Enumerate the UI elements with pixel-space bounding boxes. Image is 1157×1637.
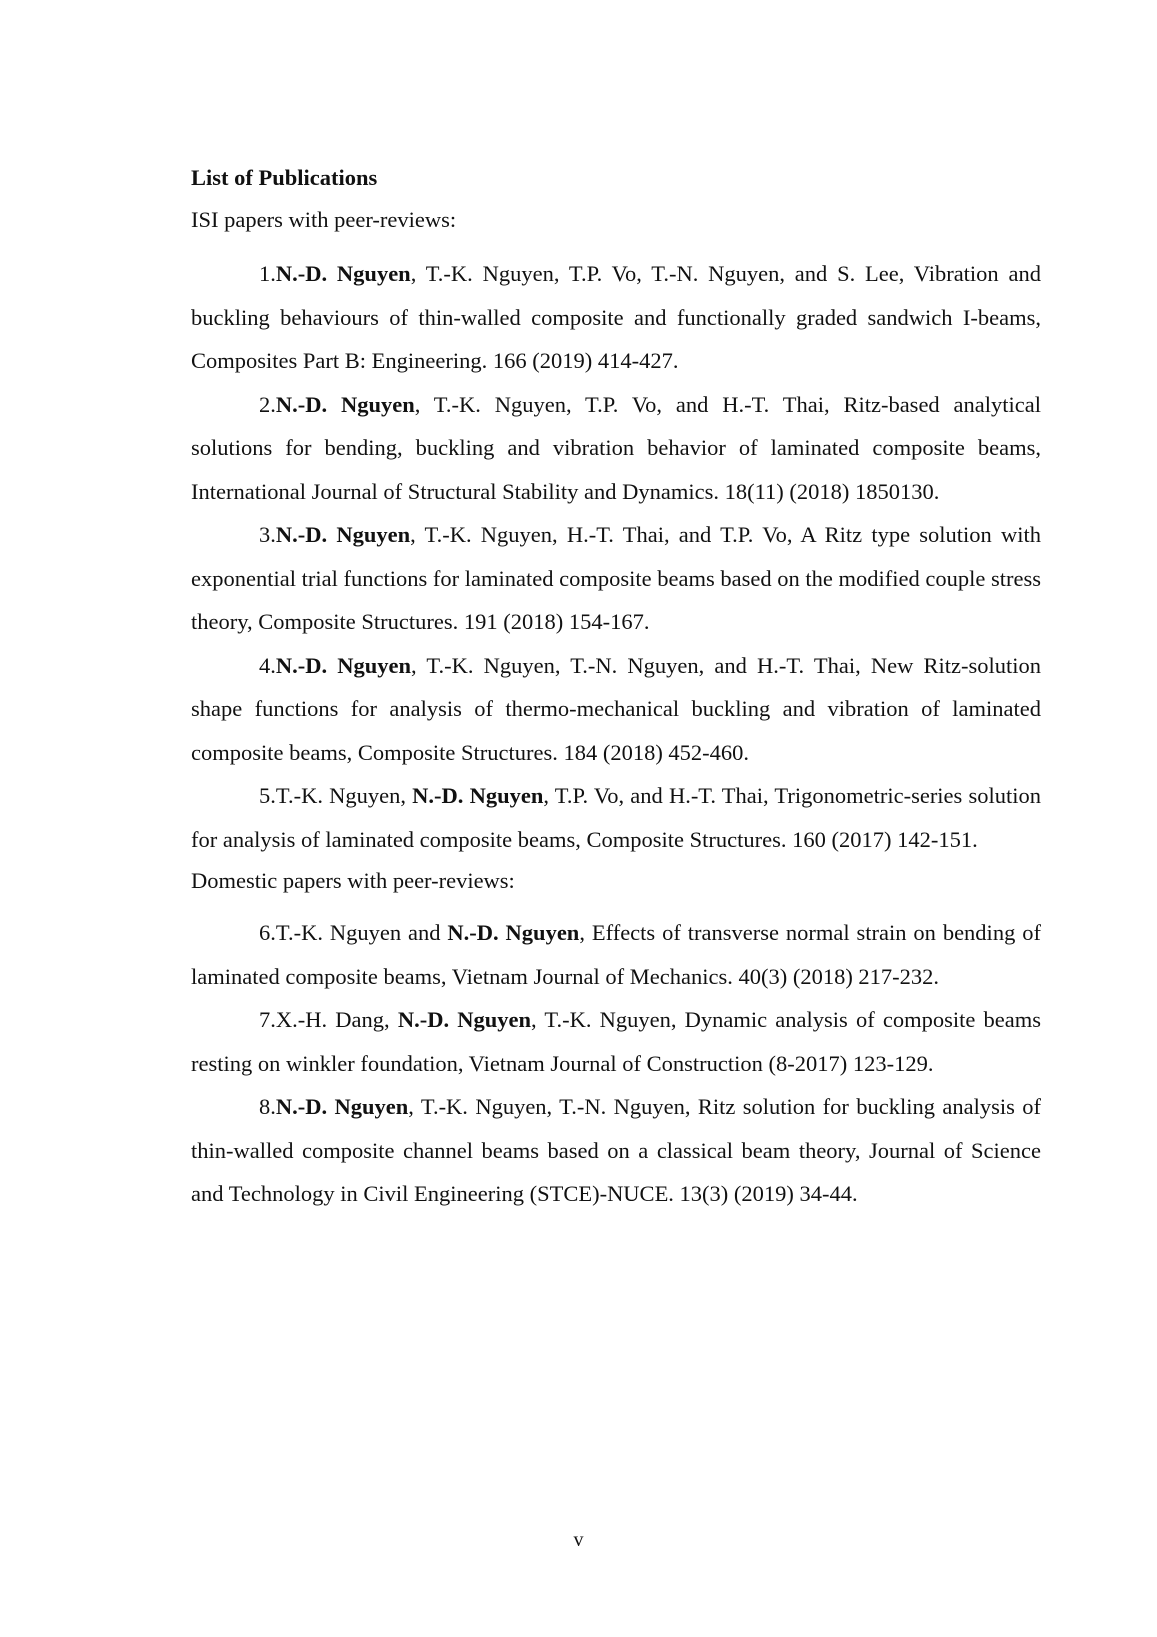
publication-author-bold: N.-D. Nguyen xyxy=(412,783,544,808)
publication-author-bold: N.-D. Nguyen xyxy=(275,261,411,286)
publication-details: , T.-K. Nguyen, T.-N. Nguyen, Ritz solution for buckling analysis of thin-walled composite channel beams based on a classical beam theory, Journal of Science and Technology in Civil Engineering (STCE)-NUCE. 13(3) (2019) 34-44. xyxy=(191,1094,1041,1206)
publication-coauthors-before: T.-K. Nguyen, xyxy=(275,783,413,808)
domestic-papers-label: Domestic papers with peer-reviews: xyxy=(191,868,515,893)
publication-details: , T.-K. Nguyen, H.-T. Thai, and T.P. Vo, A Ritz type solution with exponential trial functions for laminated composite beams based on the modified couple stress theory, Composite Structures. 191 (2018) 154-167. xyxy=(191,522,1041,634)
publication-author-bold: N.-D. Nguyen xyxy=(397,1007,531,1032)
publication-author-bold: N.-D. Nguyen xyxy=(275,652,412,678)
publication-number: 4. xyxy=(259,652,276,678)
publication-item xyxy=(191,252,1041,383)
publication-number: 3. xyxy=(259,522,276,547)
publication-item xyxy=(191,774,1041,861)
publication-number: 1. xyxy=(259,261,276,286)
section-heading: List of Publications xyxy=(191,165,378,190)
publication-author-bold: N.-D. Nguyen xyxy=(275,522,411,547)
publication-details: , T.-K. Nguyen, T.P. Vo, and H.-T. Thai, Ritz-based analytical solutions for bending, buckling and vibration behavior of laminated composite beams, International Journal of Structural Stability and Dynamics. 18(11) (2018) 1850130. xyxy=(191,391,1041,504)
publication-number: 5. xyxy=(259,783,276,808)
publication-details: , Effects of transverse normal strain on bending of laminated composite beams, Vietnam Journal of Mechanics. 40(3) (2018) 217-232. xyxy=(191,920,1041,989)
publication-author-bold: N.-D. Nguyen xyxy=(275,391,415,417)
page-number: v xyxy=(573,1529,584,1551)
publication-author-bold: N.-D. Nguyen xyxy=(447,920,580,945)
isi-papers-label: ISI papers with peer-reviews: xyxy=(191,207,457,232)
publication-number: 6. xyxy=(259,920,276,945)
publication-item xyxy=(191,513,1041,644)
publication-item xyxy=(191,911,1041,998)
publication-number: 7. xyxy=(259,1007,276,1032)
publication-details: , T.-K. Nguyen, T.-N. Nguyen, and H.-T. Thai, New Ritz-solution shape functions for analysis of thermo-mechanical buckling and vibration of laminated composite beams, Composite Structures. 184 (2018) 452-460. xyxy=(191,652,1041,765)
publication-details: , T.-K. Nguyen, T.P. Vo, T.-N. Nguyen, and S. Lee, Vibration and buckling behaviours of thin-walled composite and functionally graded sandwich I-beams, Composites Part B: Engineering. 166 (2019) 414-427. xyxy=(191,261,1041,373)
publication-item xyxy=(191,1085,1041,1216)
publication-item xyxy=(191,998,1041,1085)
publications-section xyxy=(191,160,1041,1216)
publication-details: , T.-K. Nguyen, Dynamic analysis of composite beams resting on winkler foundation, Vietnam Journal of Construction (8-2017) 123-129. xyxy=(191,1007,1041,1076)
publication-details: , T.P. Vo, and H.-T. Thai, Trigonometric-series solution for analysis of laminated composite beams, Composite Structures. 160 (2017) 142-151. xyxy=(191,783,1041,852)
publication-coauthors-before: T.-K. Nguyen and xyxy=(275,920,448,945)
publication-number: 2. xyxy=(259,391,276,417)
publication-item xyxy=(191,383,1041,514)
publication-coauthors-before: X.-H. Dang, xyxy=(275,1007,398,1032)
publication-author-bold: N.-D. Nguyen xyxy=(275,1094,409,1119)
publication-item xyxy=(191,644,1041,775)
publication-number: 8. xyxy=(259,1094,276,1119)
